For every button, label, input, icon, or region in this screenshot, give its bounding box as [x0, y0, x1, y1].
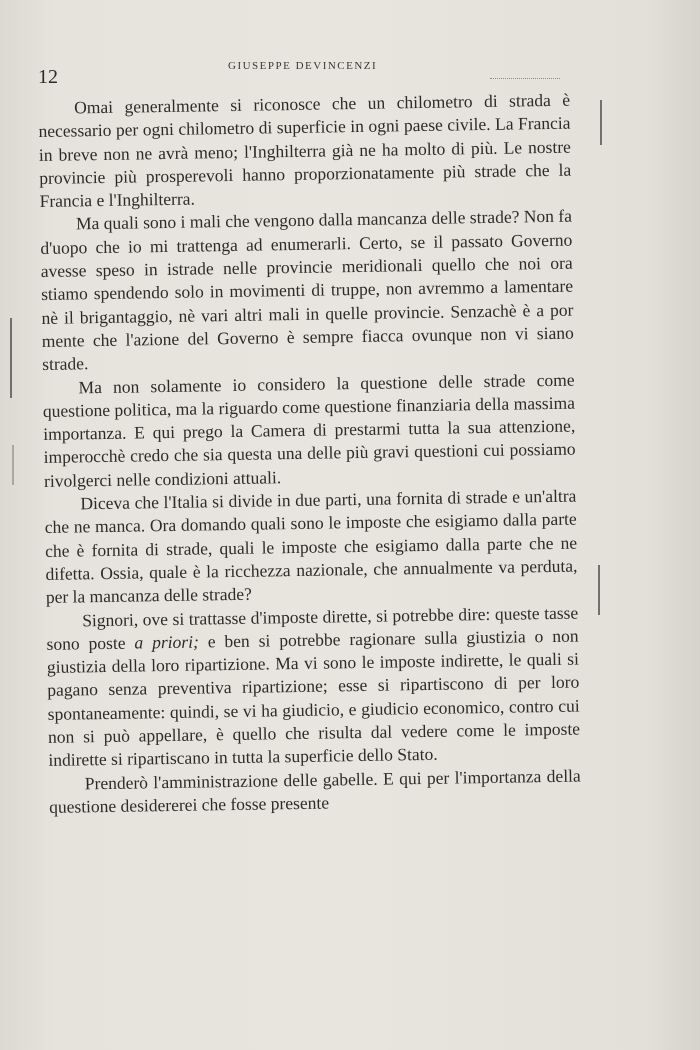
running-head	[38, 60, 568, 90]
paragraph: Ma quali sono i mali che vengono dalla mancanza delle strade? Non fa d'uopo che io mi trattenga ad enumerarli. Certo, se il passato Governo avesse speso in istrade nelle provincie meridionali quello che noi ora stiamo spendendo solo in movimenti di truppe, non avremmo a lamentare nè il brigantaggio, nè vari altri mali in quelle provincie. Senzachè è a por mente che l'azione del Governo è sempre fiacca ovunque non vi siano strade.	[40, 206, 574, 375]
paragraph: Diceva che l'Italia si divide in due parti, una fornita di strade e un'altra che ne manca. Ora domando quali sono le imposte che esigiamo dalla parte che è fornita di strade, quali le imposte che esigiamo dalla parte che ne difetta. Ossia, quale è la ricchezza nazionale, che annualmente va perduta, per la mancanza delle strade?	[44, 485, 578, 608]
margin-pencil-mark	[10, 318, 12, 398]
paragraph: Ma non solamente io considero la questione delle strade come questione politica, ma la riguardo come questione finanziaria della massima importanza. E qui prego la Camera di prestarmi tutta la sua attenzione, imperocchè credo che sia questa una delle più gravi questioni cui possiamo rivolgerci nelle condizioni attuali.	[42, 369, 576, 491]
margin-pencil-mark	[12, 445, 14, 485]
body-text	[38, 89, 581, 819]
margin-pencil-mark	[600, 100, 602, 145]
header-dotted-rule	[490, 78, 560, 79]
paragraph: Omai generalmente si riconosce che un chilometro di strada è necessario per ogni chilometro di superficie in ogni paese civile. La Francia in breve non ne avrà meno; l'Inghilterra già ne ha molto di più. Le nostre provincie più prosperevoli hanno proporzionatamente più strade che la Francia e l'Inghilterra.	[38, 89, 572, 212]
italic-phrase: a priori;	[134, 631, 199, 653]
paragraph: Prenderò l'amministrazione delle gabelle. E qui per l'importanza della questione desidererei che fosse presente	[48, 765, 581, 817]
paragraph	[46, 601, 580, 772]
running-title: GIUSEPPE DEVINCENZI	[228, 60, 378, 72]
paragraph-text: Signori, ove si trattasse d'imposte dirette, si potrebbe dire: queste tasse sono poste	[46, 602, 579, 654]
margin-pencil-mark	[598, 565, 600, 615]
paragraph-text: e ben si potrebbe ragionare sulla giustizia o non giustizia della loro ripartizione. Ma vi sono le imposte indirette, le quali si pagano senza preventiva ripartizione; esse si ripartiscono di per loro spontaneamente: quindi, se vi ha giudicio, e giudicio economico, contro cui non si può appellare, è quello che risulta dal vedere come le imposte indirette si ripartiscano in tutta la superficie dello Stato.	[46, 625, 581, 771]
page-number: 12	[38, 66, 58, 88]
